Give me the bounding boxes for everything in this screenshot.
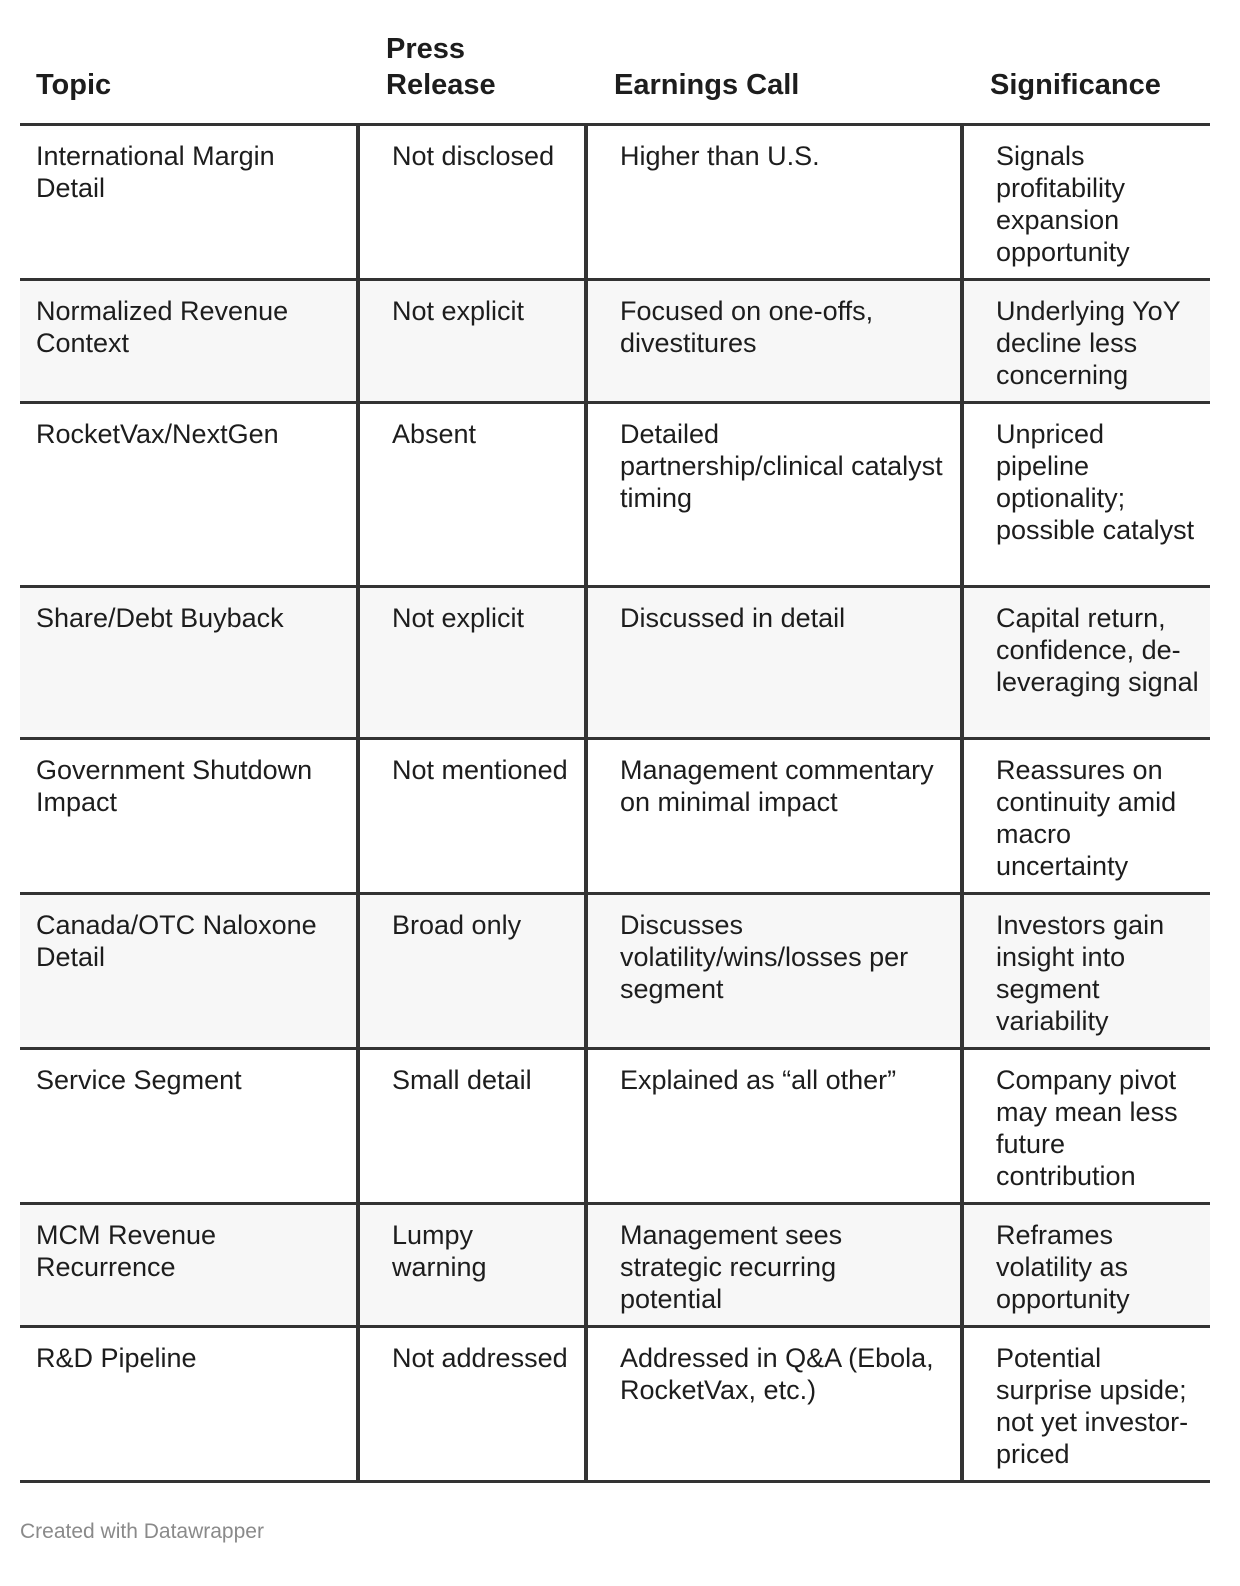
cell-topic: Canada/OTC Naloxone Detail	[20, 893, 358, 1048]
cell-earnings-call: Detailed partnership/clinical catalyst timing	[586, 402, 962, 586]
cell-earnings-call: Focused on one-offs, divestitures	[586, 279, 962, 402]
cell-earnings-call: Management sees strategic recurring potential	[586, 1203, 962, 1326]
table-row	[20, 1048, 1210, 1203]
cell-topic: Share/Debt Buyback	[20, 586, 358, 738]
cell-earnings-call: Addressed in Q&A (Ebola, RocketVax, etc.)	[586, 1326, 962, 1481]
header-topic: Topic	[20, 0, 358, 124]
cell-press-release: Lumpy warning	[358, 1203, 586, 1326]
header-row	[20, 0, 1210, 124]
header-earnings-call: Earnings Call	[586, 0, 962, 124]
cell-significance: Potential surprise upside; not yet investor-priced	[962, 1326, 1210, 1481]
cell-topic: MCM Revenue Recurrence	[20, 1203, 358, 1326]
cell-earnings-call: Discusses volatility/wins/losses per segment	[586, 893, 962, 1048]
table-row	[20, 402, 1210, 586]
cell-topic: Government Shutdown Impact	[20, 738, 358, 893]
table-row	[20, 279, 1210, 402]
cell-press-release: Not explicit	[358, 586, 586, 738]
cell-topic: Normalized Revenue Context	[20, 279, 358, 402]
header-press-release: Press Release	[358, 0, 586, 124]
table-row	[20, 738, 1210, 893]
table-row	[20, 893, 1210, 1048]
cell-significance: Capital return, confidence, de-leveraging signal	[962, 586, 1210, 738]
cell-earnings-call: Explained as “all other”	[586, 1048, 962, 1203]
comparison-table	[20, 0, 1210, 1483]
cell-significance: Signals profitability expansion opportunity	[962, 124, 1210, 279]
cell-significance: Unpriced pipeline optionality; possible catalyst	[962, 402, 1210, 586]
cell-press-release: Small detail	[358, 1048, 586, 1203]
cell-earnings-call: Management commentary on minimal impact	[586, 738, 962, 893]
cell-significance: Reframes volatility as opportunity	[962, 1203, 1210, 1326]
table-row	[20, 586, 1210, 738]
cell-significance: Company pivot may mean less future contribution	[962, 1048, 1210, 1203]
comparison-table-container	[20, 0, 1210, 1483]
cell-press-release: Not disclosed	[358, 124, 586, 279]
cell-topic: R&D Pipeline	[20, 1326, 358, 1481]
cell-press-release: Broad only	[358, 893, 586, 1048]
table-header	[20, 0, 1210, 124]
cell-topic: RocketVax/NextGen	[20, 402, 358, 586]
cell-significance: Investors gain insight into segment variability	[962, 893, 1210, 1048]
cell-significance: Reassures on continuity amid macro uncertainty	[962, 738, 1210, 893]
table-row	[20, 1203, 1210, 1326]
header-significance: Significance	[962, 0, 1210, 124]
cell-earnings-call: Higher than U.S.	[586, 124, 962, 279]
cell-press-release: Not addressed	[358, 1326, 586, 1481]
table-row	[20, 124, 1210, 279]
cell-topic: Service Segment	[20, 1048, 358, 1203]
attribution-footer: Created with Datawrapper	[20, 1520, 264, 1543]
cell-press-release: Not explicit	[358, 279, 586, 402]
cell-press-release: Not mentioned	[358, 738, 586, 893]
table-row	[20, 1326, 1210, 1481]
cell-earnings-call: Discussed in detail	[586, 586, 962, 738]
cell-topic: International Margin Detail	[20, 124, 358, 279]
cell-significance: Underlying YoY decline less concerning	[962, 279, 1210, 402]
table-body	[20, 124, 1210, 1481]
cell-press-release: Absent	[358, 402, 586, 586]
